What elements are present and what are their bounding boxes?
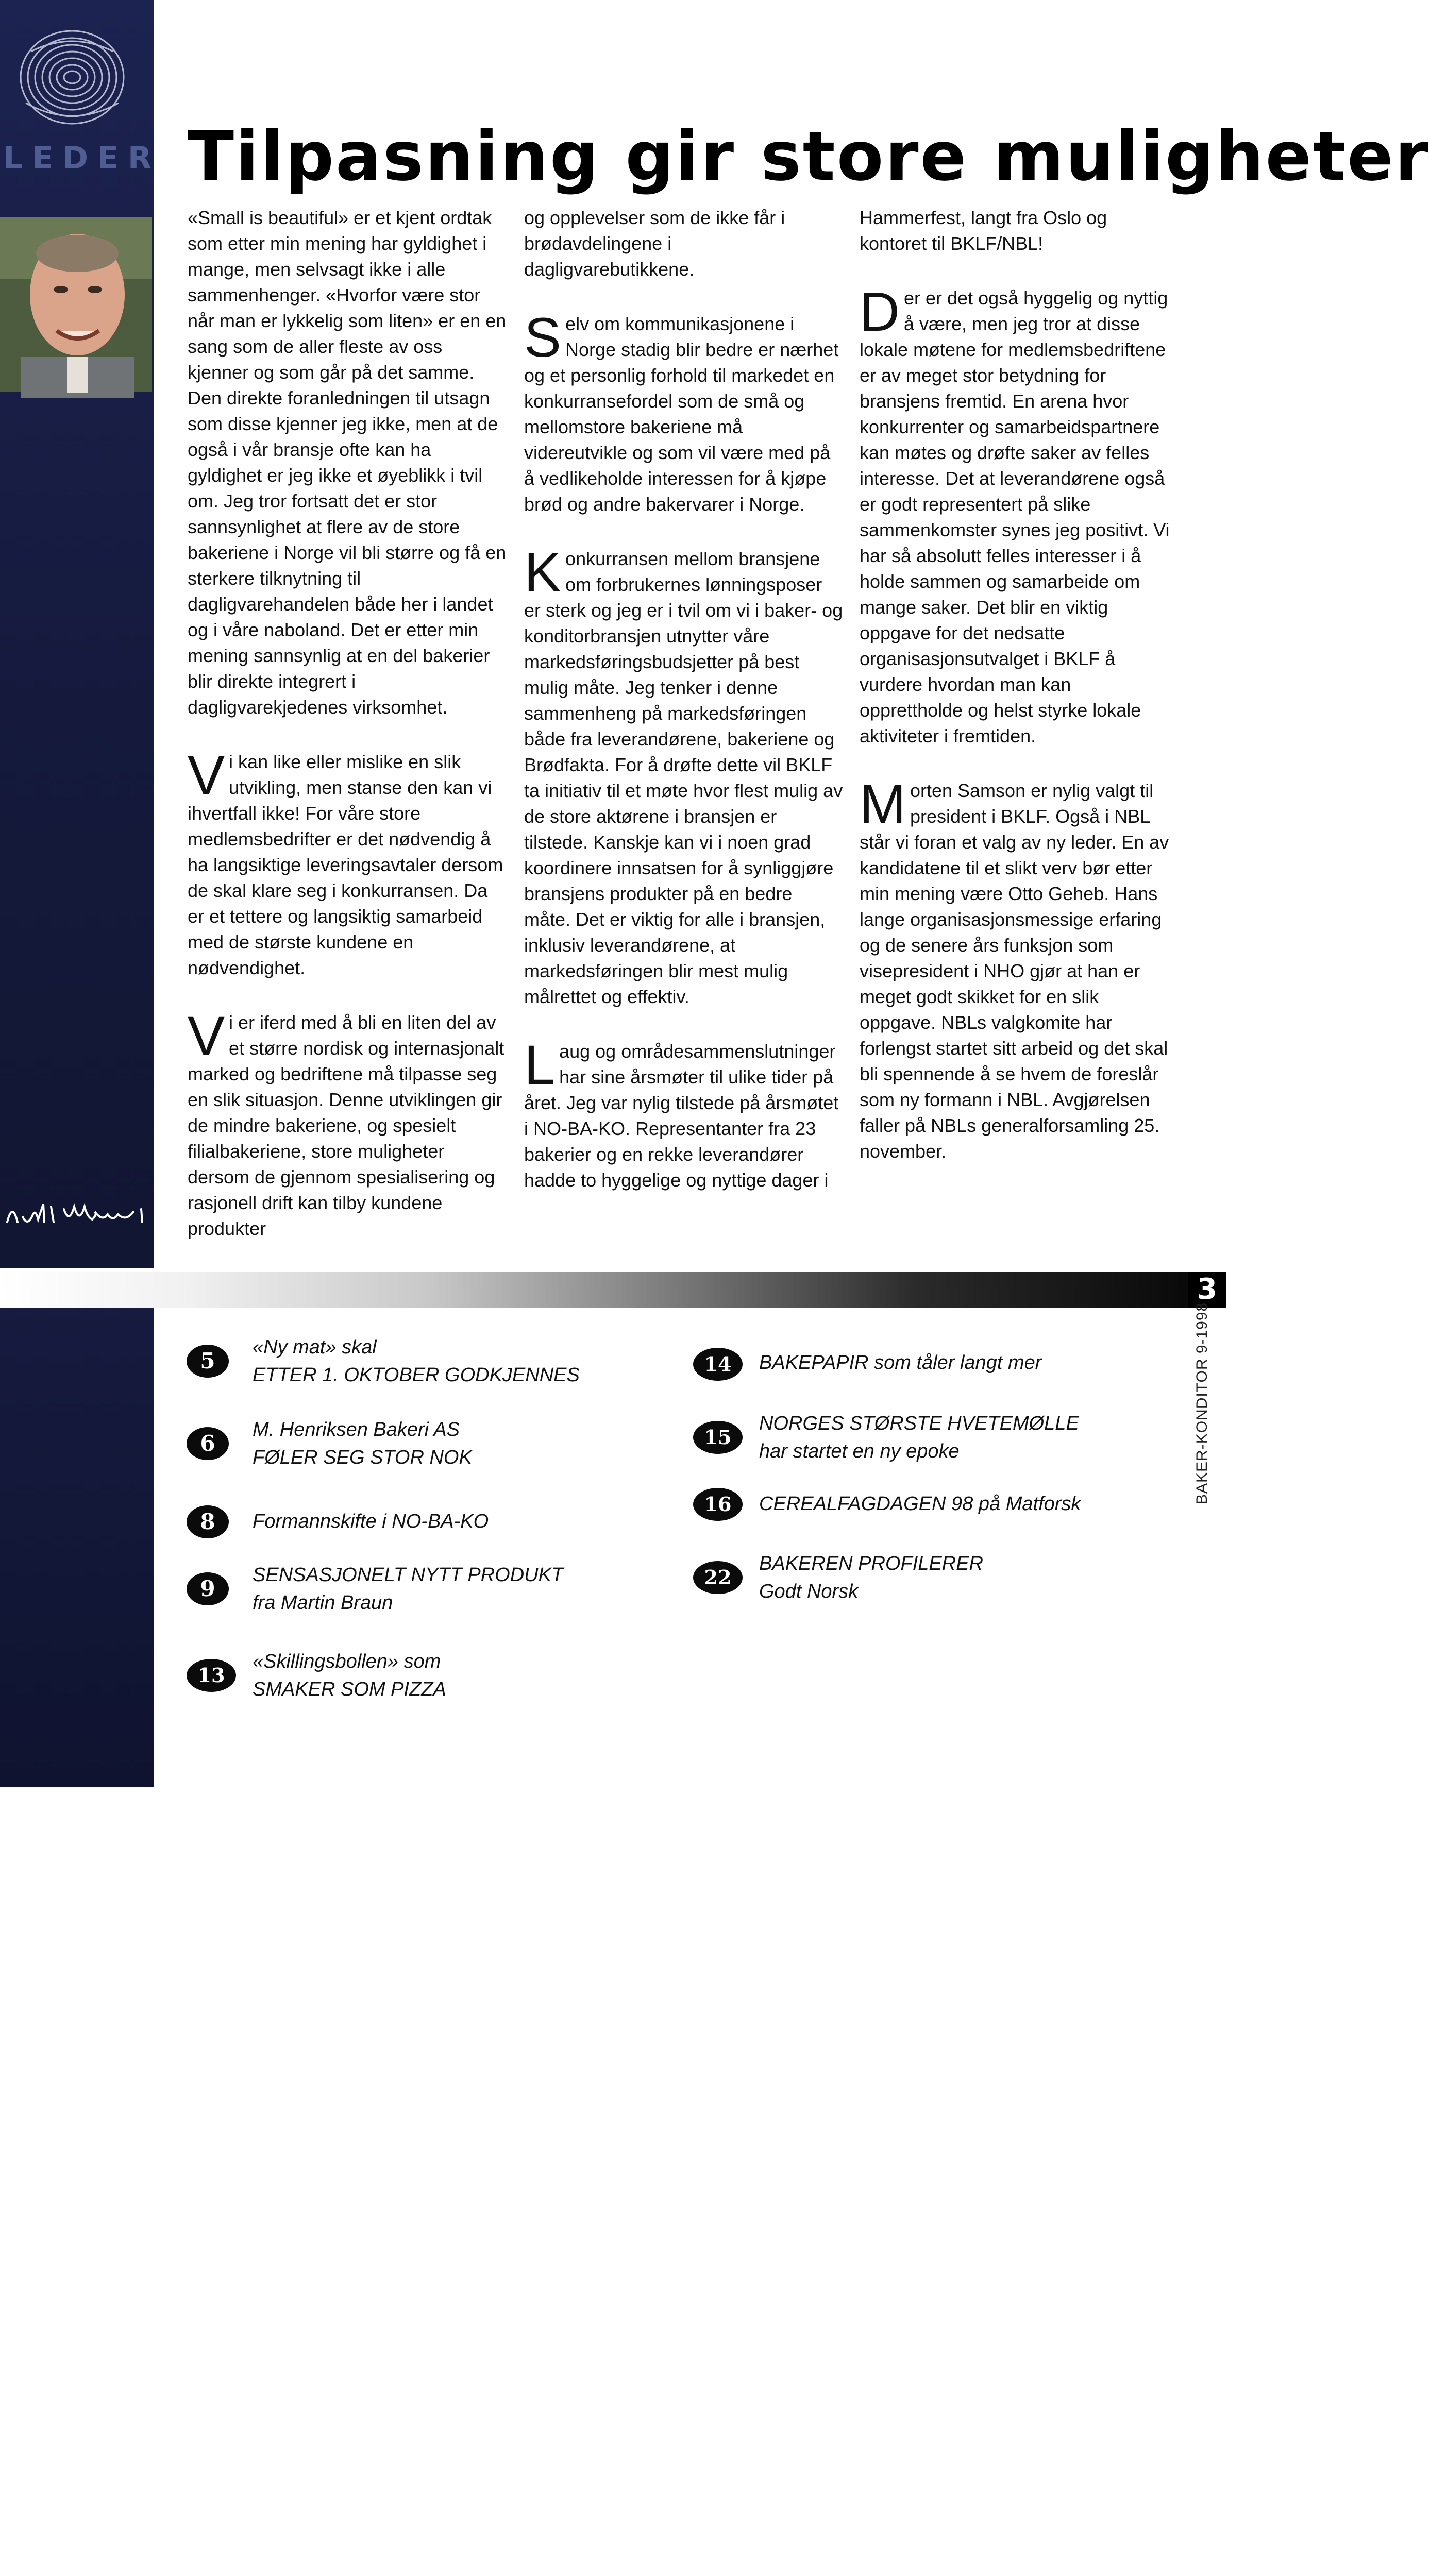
paragraph: Vi er iferd med å bli en liten del av et større nordisk og internasjonalt marked og bedriftene må tilpasse seg en slik situasjon. Denne utviklingen gir de mindre bakeriene, og spesielt filialbakeriene, store muligheter dersom de gjennom spesialisering og rasjonell drift kan tilby kundene produkter [188,1005,504,1239]
toc-sidebar [0,1308,154,1787]
page-number: 3 [1188,1272,1226,1308]
toc-page-number: 16 [693,1488,743,1521]
dropcap: D [860,280,900,343]
article-column-3 [860,205,1179,1193]
dropcap: V [188,1005,225,1067]
dropcap: L [524,1033,556,1096]
paragraph: Der er det også hyggelig og nyttig å være, men jeg tror at disse lokale møtene for medlemsbedriftene er av meget stor betydning for bransjens fremtid. En arena hvor konkurrenter og samarbeidspartnere kan møtes og drøfte saker av felles interesse. Det at leverandørene også er godt representert på slike sammenkomster synes jeg positivt. Vi har så absolutt felles interesser i å holde sammen og samarbeide om mange saker. Det blir en viktig oppgave for det nedsatte organisasjonsutvalget i BKLF å vurdere hvordan man kan opprettholde og helst styrke lokale aktiviteter i fremtiden. [860,280,1170,747]
left-sidebar [0,0,161,1268]
toc-page-number: 9 [187,1572,229,1605]
article-column-1 [188,205,507,1270]
paragraph: og opplevelser som de ikke får i brødavdelingene i dagligvarebutikkene. [524,207,785,280]
dropcap: S [524,306,562,368]
issue-label: BAKER-KONDITOR 9-1998 [1193,1302,1210,1504]
toc-title: BAKEREN PROFILERER Godt Norsk [759,1553,983,1602]
toc-title: M. Henriksen Bakeri AS FØLER SEG STOR NOK [253,1419,472,1468]
toc-page-number: 22 [693,1561,743,1594]
toc-page-number: 5 [187,1345,229,1378]
section-divider [0,1272,1226,1308]
paragraph: Selv om kommunikasjonene i Norge stadig blir bedre er nærhet og et personlig forhold til markedet en konkurransefordel som de små og mellomstore bakeriene må videreutvikle og som vil være med på å vedlikeholde interessen for å kjøpe brød og andre bakervarer i Norge. [524,306,839,515]
article-title: Tilpasning gir store muligheter [188,117,1430,196]
toc-title: CEREALFAGDAGEN 98 på Matforsk [759,1493,1081,1515]
paragraph: Konkurransen mellom bransjene om forbrukernes lønningsposer er sterk og jeg er i tvil om vi i baker- og konditorbransjen utnytter våre markedsføringsbudsjetter på best mulig måte. Jeg tenker i denne sammenheng på markedsføringen både fra leverandørene, bakeriene og Brødfakta. For å drøfte dette vil BKLF ta initiativ til et møte hvor flest mulig av de store aktørene i bransjen er tilstede. Kanskje kan vi i noen grad koordinere innsatsen for å synliggjøre bransjens produkter på en bedre måte. Det er viktig for alle i bransjen, inklusiv leverandørene, at markedsføringen blir mest mulig målrettet og effektiv. [524,541,843,1007]
article-column-2 [524,205,844,1222]
toc-page-number: 8 [187,1505,229,1538]
dropcap: V [188,744,225,806]
signature-image [2,1186,152,1243]
toc-page-number: 6 [187,1427,229,1460]
toc-title: «Ny mat» skal ETTER 1. OKTOBER GODKJENNES [253,1336,580,1386]
author-portrait [0,217,152,392]
toc-title: NORGES STØRSTE HVETEMØLLE har startet en ny epoke [759,1413,1079,1462]
toc-page-number: 14 [693,1348,743,1381]
paragraph: Laug og områdesammenslutninger har sine årsmøter til ulike tider på året. Jeg var nylig tilstede på årsmøtet i NO-BA-KO. Representanter fra 23 bakerier og en rekke leverandører hadde to hyggelige og nyttige dager i [524,1033,839,1191]
toc-title: SENSASJONELT NYTT PRODUKT fra Martin Braun [253,1564,564,1614]
paragraph: Morten Samson er nylig valgt til president i BKLF. Også i NBL står vi foran et valg av ny leder. En av kandidatene til et slikt verv bør etter min mening være Otto Geheb. Hans lange organisasjonsmessige erfaring og de senere års funksjon som visepresident i NHO gjør at han er meget godt skikket for en slik oppgave. NBLs valgkomite har forlengst startet sitt arbeid og det skal bli spennende å se hvem de foreslår som ny formann i NBL. Avgjørelsen faller på NBLs generalforsamling 25. november. [860,773,1169,1162]
toc-page-number: 15 [693,1421,743,1454]
toc-title: BAKEPAPIR som tåler langt mer [759,1352,1042,1374]
dropcap: M [860,773,906,835]
fingerprint-icon [10,21,134,134]
toc-page-number: 13 [187,1659,236,1692]
paragraph: Vi kan like eller mislike en slik utvikling, men stanse den kan vi ihvertfall ikke! For våre store medlemsbedrifter er det nødvendig å ha langsiktige leveringsavtaler dersom de skal klare seg i konkurransen. Da er et tettere og langsiktig samarbeid med de største kundene en nødvendighet. [188,744,503,978]
section-label: LEDER [3,140,161,176]
paragraph: Hammerfest, langt fra Oslo og kontoret til BKLF/NBL! [860,207,1107,254]
paragraph: «Small is beautiful» er et kjent ordtak som etter min mening har gyldighet i mange, men selvsagt ikke i alle sammenhenger. «Hvorfor være stor når man er lykkelig som liten» er en en sang som de aller fleste av oss kjenner og som går på det samme. Den direkte foranledningen til utsagn som disse kjenner jeg ikke, men at de også i vår bransje ofte kan ha gyldighet er jeg ikke et øyeblikk i tvil om. Jeg tror fortsatt det er stor sannsynlighet at flere av de store bakeriene i Norge vil bli større og få en sterkere tilknytning til dagligvarehandelen både her i landet og i våre naboland. Det er etter min mening sannsynlig at en del bakerier blir direkte integrert i dagligvarekjedenes virksomhet. [188,207,507,718]
toc-title: Formannskifte i NO-BA-KO [253,1511,489,1532]
dropcap: K [524,541,562,603]
toc-title: «Skillingsbollen» som SMAKER SOM PIZZA [253,1651,446,1700]
